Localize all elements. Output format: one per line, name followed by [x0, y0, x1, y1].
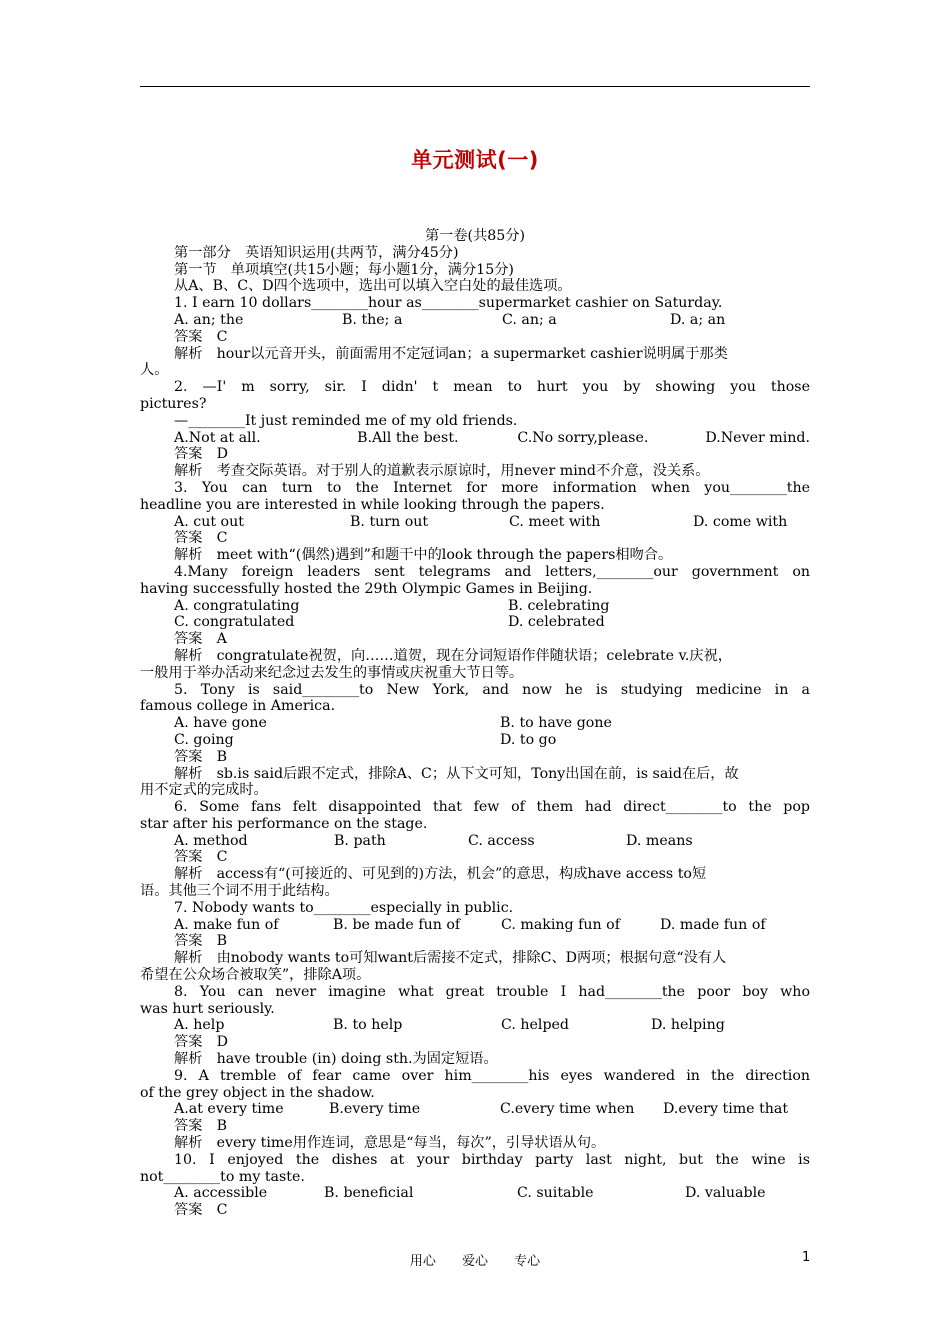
option-a: A. help: [174, 1017, 225, 1034]
option-b: B.All the best.: [357, 429, 459, 446]
question-10-stem: 10. I enjoyed the dishes at your birthday party last night, but the wine is: [174, 1151, 810, 1168]
option-d: D.every time that: [663, 1101, 789, 1118]
option-b: B. to have gone: [500, 715, 612, 732]
question-3-explanation: 解析 meet with“(偶然)遇到”和题干中的look through the papers相吻合。: [174, 547, 673, 564]
question-6-stem-cont: star after his performance on the stage.: [140, 815, 428, 832]
question-2-options: [140, 430, 810, 447]
question-8-stem-cont: was hurt seriously.: [140, 1000, 275, 1017]
question-10-options: [140, 1185, 810, 1202]
question-5-stem: 5. Tony is said________to New York, and now he is studying medicine in a: [174, 681, 810, 698]
question-6-options: [140, 833, 810, 850]
question-3-stem: 3. You can turn to the Internet for more information when you________the: [174, 479, 810, 496]
option-b: B. to help: [333, 1017, 403, 1034]
option-b: B. beneficial: [324, 1185, 414, 1202]
question-1-explanation-cont: 人。: [140, 362, 169, 379]
question-1-explanation: 解析 hour以元音开头，前面需用不定冠词an；a supermarket cashier说明属于那类: [174, 345, 728, 362]
question-7-explanation-cont: 希望在公众场合被取笑”，排除A项。: [140, 967, 371, 984]
question-9-answer: 答案 B: [174, 1118, 227, 1135]
option-c: C. access: [468, 832, 535, 849]
document-body: [140, 228, 810, 1219]
question-6-answer: 答案 C: [174, 849, 228, 866]
option-b: B. celebrating: [508, 597, 610, 614]
question-3-answer: 答案 C: [174, 530, 228, 547]
question-7-explanation: 解析 由nobody wants to可知want后需接不定式，排除C、D两项；根据句意“没有人: [174, 950, 727, 967]
option-c: C. making fun of: [501, 916, 620, 933]
option-d: D.Never mind.: [705, 429, 810, 446]
question-8-stem: 8. You can never imagine what great trouble I had________the poor boy who: [174, 983, 810, 1000]
question-8-answer: 答案 D: [174, 1034, 228, 1051]
question-10-stem-cont: not________to my taste.: [140, 1168, 305, 1185]
option-d: D. a; an: [670, 311, 726, 328]
option-a: A. congratulating: [174, 597, 300, 614]
question-4-stem: 4.Many foreign leaders sent telegrams and letters,________our government on: [174, 563, 810, 580]
option-d: D. to go: [500, 731, 557, 748]
question-3-options: [140, 514, 810, 531]
question-1-answer: 答案 C: [174, 328, 228, 345]
question-3-stem-cont: headline you are interested in while looking through the papers.: [140, 496, 605, 513]
question-2-answer: 答案 D: [174, 446, 228, 463]
question-7-stem: 7. Nobody wants to________especially in public.: [174, 899, 514, 916]
option-b: B. the; a: [342, 311, 403, 328]
option-d: D. made fun of: [660, 916, 766, 933]
option-a: A. an; the: [174, 311, 244, 328]
question-4-answer: 答案 A: [174, 631, 227, 648]
option-d: D. helping: [651, 1017, 725, 1034]
question-5-options-row1: [140, 715, 810, 732]
question-8-explanation: 解析 have trouble (in) doing sth.为固定短语。: [174, 1051, 498, 1068]
question-9-stem-cont: of the grey object in the shadow.: [140, 1084, 375, 1101]
option-c: C. an; a: [502, 311, 557, 328]
question-1-options: [140, 312, 810, 329]
question-5-explanation: 解析 sb.is said后跟不定式，排除A、C；从下文可知，Tony出国在前，is said在后，故: [174, 765, 739, 782]
question-5-options-row2: [140, 732, 810, 749]
option-d: D. celebrated: [508, 614, 605, 631]
option-d: D. come with: [693, 513, 788, 530]
question-1-stem: 1. I earn 10 dollars________hour as________supermarket cashier on Saturday.: [174, 295, 723, 312]
question-9-options: [140, 1101, 810, 1118]
part-heading: 第一部分 英语知识运用(共两节，满分45分): [174, 244, 459, 261]
question-8-options: [140, 1017, 810, 1034]
instruction-text: 从A、B、C、D四个选项中，选出可以填入空白处的最佳选项。: [174, 278, 572, 295]
question-6-explanation-cont: 语。其他三个词不用于此结构。: [140, 883, 339, 900]
question-9-explanation: 解析 every time用作连词，意思是“每当，每次”，引导状语从句。: [174, 1135, 606, 1152]
question-2-stem-cont: pictures?: [140, 395, 207, 412]
option-a: A. cut out: [174, 513, 244, 530]
question-5-explanation-cont: 用不定式的完成时。: [140, 782, 268, 799]
page-title: 单元测试(一): [411, 148, 539, 172]
option-a: A.at every time: [174, 1101, 284, 1118]
question-9-stem: 9. A tremble of fear came over him________his eyes wandered in the direction: [174, 1067, 810, 1084]
option-a: A. accessible: [174, 1185, 268, 1202]
question-6-explanation: 解析 access有“(可接近的、可见到的)方法，机会”的意思，构成have access to短: [174, 866, 707, 883]
question-2-stem: 2. —I' m sorry, sir. I didn' t mean to hurt you by showing you those: [174, 379, 810, 396]
question-10-answer: 答案 C: [174, 1202, 228, 1219]
question-7-options: [140, 917, 810, 934]
question-6-stem: 6. Some fans felt disappointed that few of them had direct________to the pop: [174, 799, 810, 816]
question-4-options-row2: [140, 614, 810, 631]
option-b: B. be made fun of: [333, 916, 461, 933]
question-2-reply: —________It just reminded me of my old friends.: [174, 412, 518, 429]
option-c: C.every time when: [500, 1101, 635, 1118]
option-c: C.No sorry,please.: [517, 429, 649, 446]
question-5-answer: 答案 B: [174, 748, 227, 765]
option-b: B.every time: [329, 1101, 421, 1118]
question-2-explanation: 解析 考查交际英语。对于别人的道歉表示原谅时，用never mind不介意，没关系。: [174, 463, 710, 480]
option-a: A. make fun of: [174, 916, 279, 933]
option-c: C. suitable: [517, 1185, 594, 1202]
footer-motto: 用心 爱心 专心: [409, 1254, 541, 1269]
option-c: C. meet with: [509, 513, 601, 530]
option-d: D. valuable: [685, 1185, 766, 1202]
option-d: D. means: [626, 832, 693, 849]
option-a: A. method: [174, 832, 248, 849]
header-rule: [140, 86, 810, 87]
option-a: A. have gone: [174, 715, 267, 732]
question-4-options-row1: [140, 598, 810, 615]
volume-heading: 第一卷(共85分): [424, 228, 526, 244]
option-c: C. congratulated: [174, 614, 295, 631]
option-c: C. going: [174, 731, 234, 748]
question-4-stem-cont: having successfully hosted the 29th Olympic Games in Beijing.: [140, 580, 593, 597]
option-b: B. turn out: [350, 513, 429, 530]
option-c: C. helped: [501, 1017, 569, 1034]
question-4-explanation: 解析 congratulate祝贺，向……道贺，现在分词短语作伴随状语；celebrate v.庆祝，: [174, 647, 732, 664]
section-heading: 第一节 单项填空(共15小题；每小题1分，满分15分): [174, 261, 514, 278]
question-4-explanation-cont: 一般用于举办活动来纪念过去发生的事情或庆祝重大节日等。: [140, 664, 524, 681]
option-b: B. path: [334, 832, 386, 849]
page-number: 1: [802, 1250, 811, 1265]
question-7-answer: 答案 B: [174, 933, 227, 950]
question-5-stem-cont: famous college in America.: [140, 698, 336, 715]
option-a: A.Not at all.: [174, 429, 261, 446]
